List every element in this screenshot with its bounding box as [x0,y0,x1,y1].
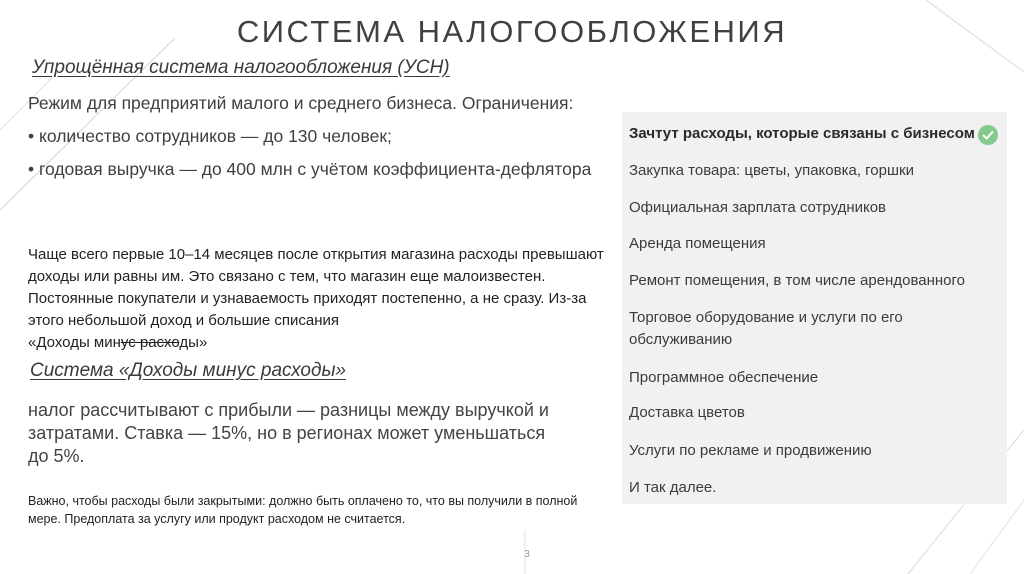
note-quote-end: ды» [179,334,208,351]
panel-item: Услуги по рекламе и продвижению [629,442,872,459]
panel-item: Аренда помещения [629,235,766,252]
footnote: Важно, чтобы расходы были закрытыми: должно быть оплачено то, что вы получили в полной мере. Предоплата за услугу или продукт расходом не считается. [28,494,578,526]
page-number: 3 [524,549,530,560]
note-quote-struck: ус расхо [120,334,180,351]
panel-item: Доставка цветов [629,404,745,421]
note-text: Чаще всего первые 10–14 месяцев после открытия магазина расходы превышают доходы или равны им. Это связано с тем, что магазин еще малоизвестен. Постоянные покупатели и узнаваемость приходят постепенно, а не сразу. Из-за этого небольшой доход и большие списания [28,246,604,329]
panel-item: Программное обеспечение [629,369,819,386]
panel-item: Ремонт помещения, в том числе арендованного [629,272,965,289]
note-paragraph [28,244,618,354]
page-title: СИСТЕМА НАЛОГООБЛОЖЕНИЯ [236,14,788,49]
panel-item: И так далее. [629,479,717,496]
check-icon [978,125,998,145]
panel-header: Зачтут расходы, которые связаны с бизнесом [629,125,975,142]
dmr-text: налог рассчитывают с прибыли — разницы между выручкой и затратами. Ставка — 15%, но в регионах может уменьшаться до 5%. [28,400,549,466]
usn-intro: Режим для предприятий малого и среднего бизнеса. Ограничения: [28,93,574,113]
panel-item: Закупка товара: цветы, упаковка, горшки [629,162,914,179]
note-quote-start: «Доходы мин [28,334,121,351]
usn-bullet-revenue: • годовая выручка — до 400 млн с учётом коэффициента-дефлятора [28,159,592,179]
panel-item: Торговое оборудование и услуги по его обслуживанию [629,309,903,348]
dmr-heading: Система «Доходы минус расходы» [30,360,346,381]
expenses-panel [622,112,1007,504]
panel-item: Официальная зарплата сотрудников [629,199,887,216]
usn-heading: Упрощённая система налогообложения (УСН) [32,57,450,78]
usn-bullet-employees: • количество сотрудников — до 130 человек; [28,126,392,146]
